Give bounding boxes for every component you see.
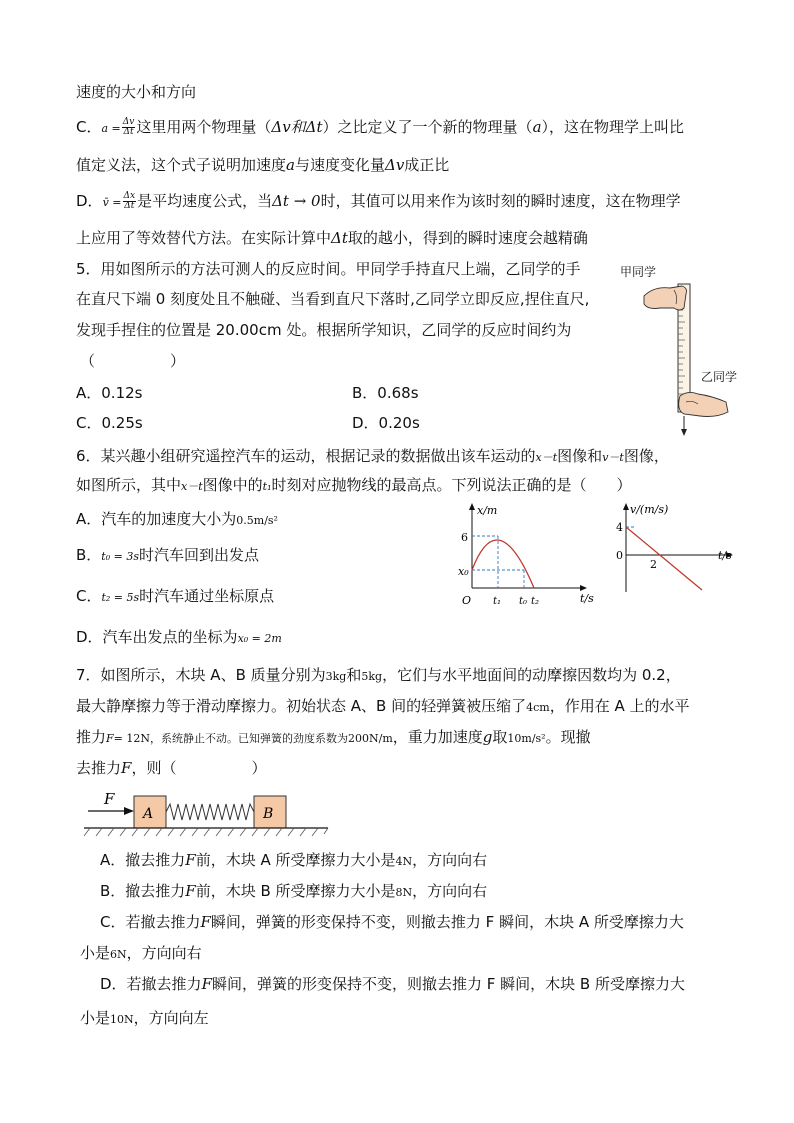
q5-option-a: A．0.12s bbox=[76, 384, 143, 402]
q4-c-formula-lhs: a = bbox=[101, 122, 121, 135]
q4-d-formula-lhs: v̄ = bbox=[102, 196, 122, 209]
xt-x-axis-label: t/s bbox=[580, 592, 594, 605]
top-hand bbox=[644, 286, 687, 310]
q6-stem-line1: 6．某兴趣小组研究遥控汽车的运动，根据记录的数据做出该车运动的x－t图像和v－t图像， bbox=[76, 447, 669, 465]
spring-block-figure bbox=[84, 784, 334, 842]
force-label: F bbox=[104, 790, 115, 808]
q5-answer-blank: （ ） bbox=[80, 352, 186, 370]
q4-option-d-line1: D．v̄ = $\frac{\Delta x}{\Delta t}$ 是平均速度公式，当Δt → 0时，其值可以用来作为该时刻的瞬时速度，这在物理学 bbox=[76, 191, 681, 211]
xt-y-axis-label: x/m bbox=[477, 504, 498, 517]
q7-stem-line1: 7．如图所示，木块 A、B 质量分别为3kg和5kg，它们与水平地面间的动摩擦因数均为 0.2， bbox=[76, 666, 681, 684]
xt-dashed-guides bbox=[472, 536, 524, 588]
q4-option-c-line1: C．a = $\frac{\Delta v}{\Delta t}$ 这里用两个物理量（Δv和Δt）之比定义了一个新的物理量（a），这在物理学上叫比 bbox=[76, 117, 685, 137]
q7-option-c-line1: C．若撤去推力F瞬间，弹簧的形变保持不变，则撤去推力 F 瞬间，木块 A 所受摩擦力大 bbox=[100, 913, 684, 931]
q7-stem-line2: 最大静摩擦力等于滑动摩擦力。初始状态 A、B 间的轻弹簧被压缩了4cm，作用在 A 上的水平 bbox=[76, 697, 690, 715]
q7-option-a: A．撤去推力F前，木块 A 所受摩擦力大小是4N，方向向右 bbox=[100, 851, 488, 869]
q6-option-a: A．汽车的加速度大小为0.5m/s² bbox=[76, 510, 278, 528]
q5-stem-line1: 5．用如图所示的方法可测人的反应时间。甲同学手持直尺上端，乙同学的手 bbox=[76, 260, 581, 278]
vt-line bbox=[626, 527, 702, 590]
ruler-label-top: 甲同学 bbox=[620, 265, 657, 279]
xt-tick-6: 6 bbox=[461, 531, 468, 544]
q5-option-d: D．0.20s bbox=[352, 414, 420, 432]
q5-option-b: B．0.68s bbox=[352, 384, 419, 402]
vt-tick-2: 2 bbox=[650, 558, 657, 571]
vt-x-axis-label: t/s bbox=[718, 549, 732, 562]
q4-d-prefix: D． bbox=[76, 192, 103, 210]
ruler-label-bottom: 乙同学 bbox=[701, 370, 738, 384]
force-arrow-head bbox=[124, 807, 134, 815]
q7-option-d-line1: D．若撤去推力F瞬间，弹簧的形变保持不变，则撤去推力 F 瞬间，木块 B 所受摩擦力大 bbox=[100, 975, 685, 993]
xt-tick-x0: x₀ bbox=[458, 565, 469, 578]
xt-tick-t2: t₂ bbox=[531, 596, 540, 607]
fall-arrow-head bbox=[681, 429, 687, 436]
q4-c-prefix: C． bbox=[76, 118, 102, 136]
xt-parabola bbox=[472, 540, 534, 588]
xt-tick-t0: t₀ bbox=[519, 596, 528, 607]
ruler-figure bbox=[640, 278, 750, 440]
q5-option-c: C．0.25s bbox=[76, 414, 143, 432]
q7-stem-line3: 推力F= 12N，系统静止不动。已知弹簧的劲度系数为200N/m，重力加速度g取10m/s²。现撤 bbox=[76, 728, 591, 746]
q4-c-fraction: $\frac{\Delta v}{\Delta t}$ bbox=[122, 117, 135, 137]
block-b-label: B bbox=[263, 806, 274, 822]
bottom-hand bbox=[679, 392, 728, 416]
xt-tick-t1: t₁ bbox=[493, 596, 502, 607]
ground-hatching bbox=[84, 828, 328, 836]
q6-stem-line2: 如图所示，其中x－t图像中的t₁时刻对应抛物线的最高点。下列说法正确的是（ ） bbox=[76, 476, 632, 494]
spring bbox=[166, 804, 254, 820]
xt-graph bbox=[452, 500, 602, 612]
q4-option-c-line2: 值定义法，这个式子说明加速度a与速度变化量Δv成正比 bbox=[76, 156, 450, 174]
vt-tick-4: 4 bbox=[616, 521, 623, 534]
block-a-label: A bbox=[143, 806, 154, 822]
q5-stem-line3: 发现手捏住的位置是 20.00cm 处。根据所学知识，乙同学的反应时间约为 bbox=[76, 321, 572, 339]
q6-option-b: B．t₀ = 3s时汽车回到出发点 bbox=[76, 546, 259, 564]
q6-option-d: D．汽车出发点的坐标为x₀ = 2m bbox=[76, 628, 282, 646]
q5-stem-line2: 在直尺下端 0 刻度处且不触碰、当看到直尺下落时,乙同学立即反应,捏住直尺, bbox=[76, 290, 590, 308]
q6-option-c: C．t₂ = 5s时汽车通过坐标原点 bbox=[76, 587, 275, 605]
q4-continuation-line: 速度的大小和方向 bbox=[76, 83, 197, 101]
q7-stem-line4: 去推力F，则（ ） bbox=[76, 759, 267, 777]
vt-graph bbox=[612, 500, 740, 595]
q4-d-fraction: $\frac{\Delta x}{\Delta t}$ bbox=[123, 191, 136, 211]
q4-option-d-line2: 上应用了等效替代方法。在实际计算中Δt取的越小，得到的瞬时速度会越精确 bbox=[76, 229, 588, 247]
vt-y-axis-label: v/(m/s) bbox=[630, 503, 669, 516]
vt-tick-0: 0 bbox=[616, 549, 623, 562]
q7-option-b: B．撤去推力F前，木块 B 所受摩擦力大小是8N，方向向右 bbox=[100, 882, 488, 900]
xt-origin: O bbox=[462, 594, 472, 607]
q7-option-c-line2: 小是6N，方向向右 bbox=[80, 944, 202, 962]
q7-option-d-line2: 小是10N，方向向左 bbox=[80, 1009, 209, 1027]
